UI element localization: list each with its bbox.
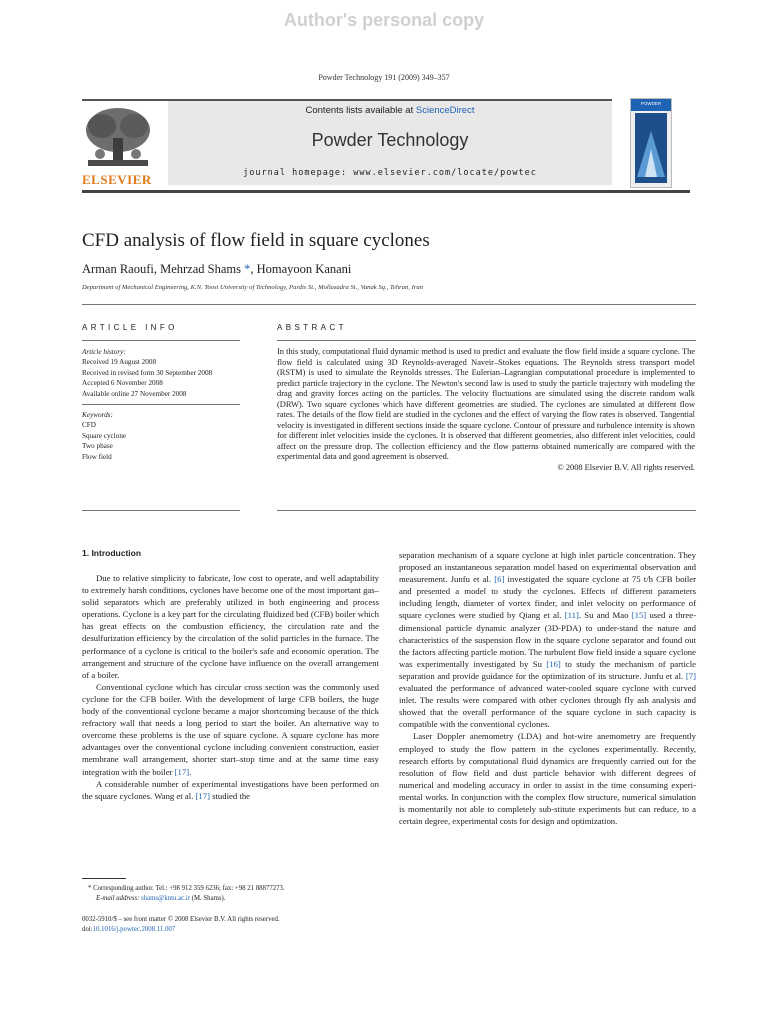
corresponding-author-note: * Corresponding author. Tel.: +98 912 359 6236; fax: +98 21 88877273.: [88, 885, 285, 892]
doi-label: doi:: [82, 926, 93, 933]
paragraph-text: Due to relative simplicity to fabricate, low cost to operate, and well adaptability to extremely harsh conditions, cyclones have become one of the most important gas–solid separators which are preferably utilized in both engineering and process operations. Cyclone is a key part for the circulating fluidized bed (CFB) boiler which has great effects on the combustion efficiency, the circulation rate and the desulfurization efficiency by the circulation of the solid particles in the furnace. The performance of a cyclone is critical to the boiler's safe and economic operation. The arrangement and structure of the cyclone have influence on the overall arrangement of a boiler.: [82, 573, 379, 680]
reference-link[interactable]: [6]: [494, 574, 505, 585]
paragraph-text: studied the: [209, 790, 251, 801]
keyword-item: Square cyclone: [82, 431, 127, 440]
paragraph-text: separation mechanism of a square cyclone at high inlet particle concentration. They proposed an instantaneous separation model based on experimental observation and measurement. Junfu et al.: [399, 550, 696, 585]
abstract-bottom-rule: [277, 510, 696, 511]
email-link[interactable]: shams@kntu.ac.ir: [141, 895, 190, 902]
reference-link[interactable]: [11]: [564, 610, 579, 621]
paragraph: [82, 778, 379, 802]
history-accepted: Accepted 6 November 2008: [82, 379, 163, 388]
paper-title: CFD analysis of flow field in square cyclones: [82, 230, 430, 251]
abstract-body: [277, 347, 695, 473]
history-revised: Received in revised form 30 September 2008: [82, 368, 213, 377]
article-history-label: Article history:: [82, 348, 126, 356]
email-line: [82, 894, 382, 904]
paragraph-text: used a three-dimensional particle dynamic analyzer (3D-PDA) to under-stand the nature and characteristics of the suspension flow in the square cyclone separator and found out the factors affecting particle motion. The turbulent flow field inside a square cyclone was experimentally investigated by Su: [399, 610, 697, 669]
abstract-rule: [277, 340, 696, 341]
paragraph: [82, 572, 379, 681]
history-received: Received 19 August 2008: [82, 358, 157, 367]
doi-line: [82, 925, 402, 935]
issn-doi-block: [82, 915, 402, 935]
history-keywords-divider: [82, 404, 240, 405]
footnote: [82, 884, 382, 904]
reference-link[interactable]: [16]: [546, 658, 561, 669]
divider-top: [82, 304, 696, 305]
paragraph-text: Laser Doppler anemometry (LDA) and hot-wire anemometry are frequently employed to study the flow pattern in the cyclones experimentally. Recently, research efforts by computational fluid dynamics are frequently carried out for the resolution of flow field and dust particle behavior with different degrees of numerical and modeling accuracy in order to assist in the time consuming experi-mental works. In conjunction with the complex flow structure, numerical simulation is momentarily not able to completely sub-stitute experiments but can reduce, to a certain degree, experimental costs for design and optimization.: [399, 731, 696, 827]
journal-homepage[interactable]: journal homepage: www.elsevier.com/locate/powtec: [243, 168, 537, 178]
journal-citation: Powder Technology 191 (2009) 349–357: [318, 73, 450, 82]
journal-title: Powder Technology: [311, 130, 469, 150]
footnote-rule: [82, 878, 126, 879]
paragraph: [399, 549, 696, 730]
paragraph-text: .: [189, 766, 192, 777]
contents-line: [168, 105, 612, 116]
journal-cover-thumbnail: [630, 98, 672, 188]
keyword-item: Two phase: [82, 442, 113, 451]
sciencedirect-link[interactable]: ScienceDirect: [415, 105, 475, 116]
article-history: [82, 347, 272, 399]
reference-link[interactable]: [17]: [195, 790, 210, 801]
authors-last: , Homayoon Kanani: [250, 262, 352, 276]
paragraph-text: Conventional cyclone which has circular cross section was the commonly used cyclone for the CFB boiler. With the development of large CFB boilers, the huge body of the conventional cyclone became a major shortcoming because of the thick refractory wall that needs a long period to start the boiler. An alternative way to overcome these problems is the use of square cyclone. A square cyclone has more advantages over the conventional cyclone including convenient construction, easier membrane wall arrangement, shorter start–stop time and at the same time easy integration with the boiler: [82, 681, 379, 777]
abstract-text: In this study, computational fluid dynamic method is used to predict and evaluate the flow field inside a square cyclone. The flow field is calculated using 3D Reynolds-averaged Naveir–Stokes equations. The Reynolds stress transport model (RSTM) is used to simulate the Reynolds stresses. The Eulerian–Lagrangian computational procedure is implemented to predict particle trajectory in the cyclone. The Newton's second law is used to study the particle trajectory with modeling the drag and gravity forces acting on the particles. The velocity fluctuations are simulated using the discrete random walk (DRW). Two square cyclones which have different geometries are studied. The cyclones are simulated at different flow rates. The details of the flow field are studied in the cyclones and the effect of varying the flow rates is observed. Tangential velocity is investigated in different sections inside the square cyclone. Contour of pressure and turbulence intensity is shown for different inlet velocities inside the cyclones. It is observed that different geometries, also different inlet velocities, could affect on the pressure drop. The collection efficiency and the flow patterns obtained numerically are compared with the experimental data and good agreement is observed.: [277, 347, 695, 461]
cover-art-icon: [631, 99, 671, 187]
paragraph-text: evaluated the performance of advanced water-cooled square cyclone with curved inlet. The results were compared with other cyclones through fly ash analysis and showed that the overall performance of the square cyclone in such capacity is compatible with the conventional cyclones.: [399, 683, 696, 730]
article-info-bottom-rule: [82, 510, 240, 511]
contents-prefix: Contents lists available at: [305, 105, 416, 116]
reference-link[interactable]: [7]: [685, 670, 696, 681]
introduction-heading: 1. Introduction: [82, 548, 142, 558]
watermark: Author's personal copy: [283, 10, 485, 30]
history-online: Available online 27 November 2008: [82, 389, 187, 398]
paragraph-text: A considerable number of experimental investigations have been performed on the square cyclones. Wang et al.: [82, 778, 379, 801]
article-info-heading: ARTICLE INFO: [82, 323, 178, 332]
issn-line: 0032-5910/$ – see front matter © 2008 Elsevier B.V. All rights reserved.: [82, 916, 280, 923]
body-column-right: [399, 549, 696, 827]
keywords: [82, 410, 272, 462]
elsevier-wordmark: ELSEVIER: [82, 172, 152, 187]
paragraph: [82, 681, 379, 778]
paragraph: [399, 730, 696, 827]
header-rule-bottom: [82, 190, 690, 193]
keyword-item: CFD: [82, 421, 96, 430]
article-info-rule: [82, 340, 240, 341]
abstract-heading: ABSTRACT: [277, 323, 347, 332]
authors-first: Arman Raoufi, Mehrzad Shams: [82, 262, 245, 276]
author-list: [82, 262, 351, 277]
email-label: E-mail address:: [96, 895, 142, 902]
corresponding-author-link[interactable]: *: [244, 262, 251, 276]
cover-label: POWDER: [640, 101, 662, 106]
copyright-notice: © 2008 Elsevier B.V. All rights reserved.: [557, 462, 695, 472]
email-suffix: (M. Shams).: [189, 895, 226, 902]
affiliation: Department of Mechanical Engineering, K.N. Toosi University of Technology, Pardis St., Mollasadra St., Vanak Sq., Tehran, Iran: [82, 284, 423, 291]
paragraph-text: to study the mechanism of particle separation and provide guidance for the optimization of its structure. Junfu et al.: [399, 658, 696, 681]
keyword-item: Flow field: [82, 452, 112, 461]
paragraph-text: investigated the square cyclone at 75 t/h CFB boiler and presented a model to study the cyclones. Effects of different parameters including length, diameter of vortex finder, and inlet velocity on performance of square cyclones were studied by Qiang et al.: [399, 574, 696, 621]
paragraph-text: . Su and Mao: [578, 610, 632, 621]
reference-link[interactable]: [17]: [174, 766, 190, 777]
doi-link[interactable]: 10.1016/j.powtec.2008.11.007: [92, 926, 176, 933]
body-column-left: [82, 572, 379, 802]
keywords-label: Keywords:: [82, 411, 113, 419]
reference-link[interactable]: [15]: [631, 610, 647, 621]
